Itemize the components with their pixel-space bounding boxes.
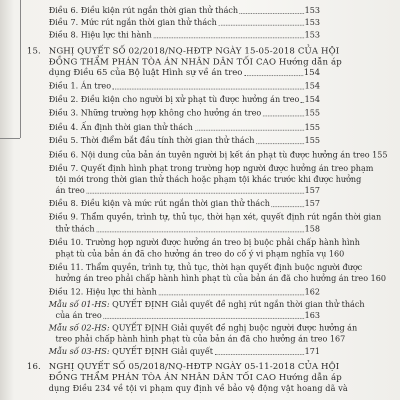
toc-entry-text: thử thách — [55, 224, 95, 234]
dot-leader — [240, 12, 304, 14]
toc-entry-text: Điều 3. Những trường hợp không cho hưởng án treo — [48, 108, 262, 119]
toc-entry[interactable] — [55, 249, 345, 260]
section-heading-line: NGHỊ QUYẾT SỐ 05/2018/NQ-HĐTP NGÀY 05-11-2018 CỦA HỘI — [48, 362, 340, 372]
toc-entry-text: Điều 7. Mức rút ngắn thời gian thử thách — [48, 18, 217, 28]
toc-entry-text: Điều 8. Điều kiện và mức rút ngắn thời gian thử thách — [48, 199, 270, 209]
page-number: 154 — [304, 81, 321, 92]
dot-leader — [195, 129, 304, 131]
page-number: 157 — [304, 199, 321, 209]
toc-entry[interactable] — [49, 6, 320, 15]
toc-entry-line[interactable]: Điều 7. Quyết định hình phạt trong trường hợp người được hưởng án treo phạm — [48, 164, 374, 174]
page-number: 162 — [304, 287, 321, 297]
toc-entry-text: Điều 6. Nội dung của bản án tuyên người bị kết án phạt tù được hưởng án treo — [48, 150, 370, 161]
page-number: 157 — [304, 186, 321, 196]
page-number: 158 — [304, 224, 321, 234]
toc-entry[interactable] — [55, 186, 320, 195]
dot-leader — [219, 24, 304, 26]
dot-leader — [86, 192, 303, 194]
section-heading-line-3: dụng Điều 234 về tội vi phạm quy định về bảo vệ động vật hoang dã và — [48, 384, 348, 394]
dot-leader — [263, 115, 304, 117]
toc-entry[interactable] — [49, 288, 320, 297]
form-label: Mẫu số 03-HS: — [48, 347, 110, 357]
toc-entry[interactable] — [49, 18, 320, 27]
section-number: 16. — [26, 362, 41, 372]
toc-entry-text: Điều 5. Thời điểm bắt đầu tính thời gian thử thách — [48, 136, 255, 146]
toc-entry[interactable] — [49, 200, 320, 209]
page-number: 153 — [304, 18, 321, 28]
toc-entry[interactable] — [49, 123, 320, 132]
section-heading[interactable] — [26, 362, 340, 372]
page-number: 163 — [304, 311, 321, 321]
toc-entry[interactable] — [49, 95, 320, 104]
page-number: 154 — [303, 68, 321, 78]
dot-leader — [244, 74, 303, 76]
toc-entry-text: Điều 6. Điều kiện rút ngắn thời gian thử thách — [48, 6, 239, 16]
form-entry-text — [49, 347, 213, 356]
toc-entry[interactable] — [48, 150, 388, 161]
left-margin-rule — [20, 0, 21, 138]
toc-entry-text: Điều 4. Ấn định thời gian thử thách — [48, 123, 193, 133]
toc-entry[interactable] — [55, 225, 320, 234]
dot-leader — [153, 37, 303, 39]
section-number: 15. — [26, 46, 41, 56]
page-number: 160 — [370, 274, 386, 284]
toc-entry[interactable] — [55, 274, 386, 284]
form-entry[interactable] — [55, 311, 320, 320]
dot-leader — [301, 101, 304, 103]
page-number: 171 — [304, 347, 321, 357]
form-entry[interactable] — [55, 334, 346, 344]
toc-entry-text: án treo — [55, 186, 85, 196]
toc-entry[interactable] — [49, 137, 320, 146]
form-entry-text: của án treo — [55, 311, 102, 321]
toc-entry-text: Điều 12. Hiệu lực thi hành — [48, 287, 157, 297]
toc-entry-text: phạt tù của bản án đã cho hưởng án treo do cố ý vi phạm nghĩa vụ — [55, 249, 327, 260]
toc-entry-text: hưởng án treo phải chấp hành hình phạt tù của bản án đã cho hưởng án treo — [55, 274, 369, 284]
section-heading-line-2: ĐỒNG THẨM PHÁN TÒA ÁN NHÂN DÂN TỐI CAO Hướng dẫn áp — [48, 373, 342, 383]
toc-entry[interactable] — [49, 109, 320, 118]
toc-entry-line[interactable]: Điều 11. Thẩm quyền, trình tự, thủ tục, thời hạn quyết định buộc người được — [48, 263, 363, 273]
page-number: 155 — [304, 136, 321, 146]
toc-entry-text: Điều 8. Hiệu lực thi hành — [48, 30, 152, 40]
dot-leader — [113, 88, 304, 90]
form-entry-line[interactable] — [49, 324, 357, 333]
dot-leader — [96, 231, 304, 233]
section-heading-last-line[interactable] — [49, 68, 320, 77]
dot-leader — [158, 294, 303, 296]
toc-entry-line[interactable]: Điều 10. Trường hợp người được hưởng án treo bị buộc phải chấp hành hình — [48, 238, 360, 248]
toc-entry[interactable] — [49, 31, 320, 40]
page-number: 155 — [304, 123, 321, 133]
section-heading[interactable] — [26, 46, 340, 57]
page-number: 154 — [304, 95, 321, 105]
toc-entry-text: Điều 1. Án treo — [48, 81, 112, 92]
toc-entry-text: Điều 2. Điều kiện cho người bị xử phạt tù được hưởng án treo — [48, 95, 300, 105]
toc-entry-line[interactable]: Điều 9. Thẩm quyền, trình tự, thủ tục, thời hạn xét, quyết định rút ngắn thời gian — [48, 212, 382, 223]
toc-entry-line: tội mới trong thời gian thử thách hoặc phạm tội khác trước khi được hưởng — [55, 175, 362, 185]
page-number: 167 — [329, 334, 346, 344]
page-number: 155 — [372, 150, 388, 161]
dot-leader — [103, 317, 303, 319]
section-heading-line: NGHỊ QUYẾT SỐ 02/2018/NQ-HĐTP NGÀY 15-05-2018 CỦA HỘI — [48, 46, 340, 56]
page-number: 160 — [328, 249, 345, 260]
dot-leader — [215, 353, 304, 355]
form-label: Mẫu số 02-HS: — [48, 323, 110, 334]
form-title: QUYẾT ĐỊNH Giải quyết — [109, 347, 214, 357]
form-label: Mẫu số 01-HS: — [48, 300, 110, 310]
dot-leader — [256, 142, 304, 144]
section-heading-line-2: ĐỒNG THẨM PHÁN TÒA ÁN NHÂN DÂN TỐI CAO Hướng dẫn áp — [48, 57, 342, 67]
page-number: 153 — [304, 30, 321, 40]
form-entry[interactable] — [49, 347, 320, 356]
section-heading-text: dụng Điều 65 của Bộ luật Hình sự về án treo — [48, 68, 243, 78]
form-entry-text: treo phải chấp hành hình phạt tù của bản án đã cho hưởng án treo — [55, 334, 328, 344]
dot-leader — [272, 205, 304, 207]
toc-entry[interactable] — [49, 82, 320, 91]
page-number: 153 — [304, 6, 321, 16]
form-title: QUYẾT ĐỊNH Giải quyết đề nghị rút ngắn thời gian thử thách — [109, 300, 365, 310]
left-margin-rule-bottom — [0, 138, 20, 139]
form-title: QUYẾT ĐỊNH Giải quyết đề nghị buộc người được hưởng án — [109, 323, 358, 334]
form-entry-line[interactable] — [49, 300, 365, 309]
page-number: 155 — [304, 108, 321, 119]
